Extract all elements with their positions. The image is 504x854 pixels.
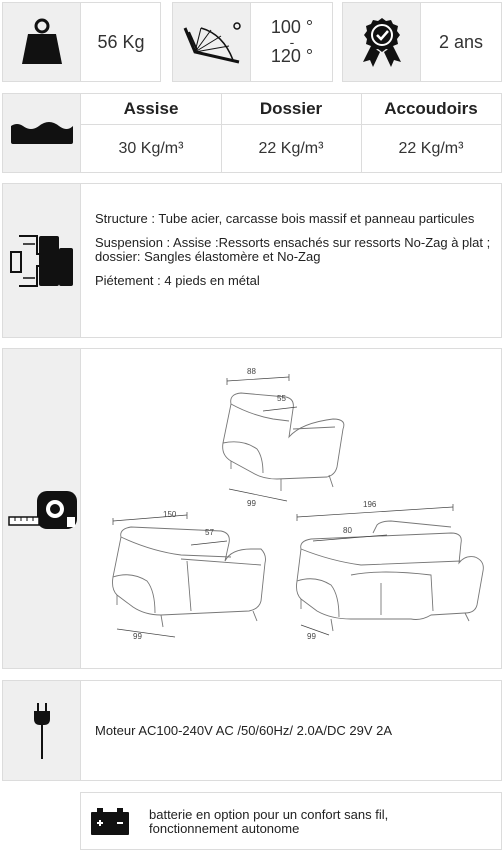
armchair-width-label: 88 xyxy=(247,367,256,376)
structure-frame-icon xyxy=(9,232,75,290)
sofa-2-seater-drawing xyxy=(113,527,266,627)
value-assise: 30 Kg/m³ xyxy=(118,139,184,157)
dimensions-drawing xyxy=(81,349,501,668)
warranty-value: 2 ans xyxy=(438,31,484,52)
header-assise: Assise xyxy=(123,99,179,118)
sofa-2-seat-depth-label: 57 xyxy=(205,528,214,537)
battery-icon xyxy=(90,806,130,836)
tape-measure-icon xyxy=(7,487,77,531)
weight-icon-cell xyxy=(3,3,81,81)
dimensions-box xyxy=(2,348,502,669)
value-dossier: 22 Kg/m³ xyxy=(258,139,324,157)
warranty-icon-cell xyxy=(343,3,421,81)
recline-box xyxy=(172,2,333,82)
density-table xyxy=(2,93,502,173)
battery-box xyxy=(80,792,502,850)
legs-line: Piétement : 4 pieds en métal xyxy=(95,273,260,288)
battery-text: batterie en option pour un confort sans fil, fonctionnement autonome xyxy=(149,807,389,836)
recline-max: 120 ° xyxy=(270,46,314,66)
sofa-3-seat-width-label: 80 xyxy=(343,526,352,535)
motor-icon-cell xyxy=(3,681,81,780)
sofa-3-seater-drawing xyxy=(297,521,484,631)
sofa-2-depth-label: 99 xyxy=(133,632,142,641)
sofa-3-depth-label: 99 xyxy=(307,632,316,641)
motor-text: Moteur AC100-240V AC /50/60Hz/ 2.0A/DC 29V 2A xyxy=(95,723,393,738)
motor-box xyxy=(2,680,502,781)
recline-value xyxy=(251,3,333,81)
structure-icon-cell xyxy=(3,184,81,337)
recline-min: 100 ° xyxy=(270,17,314,38)
warranty-badge-icon xyxy=(359,16,405,68)
structure-text xyxy=(95,212,495,298)
recline-angle-icon xyxy=(181,20,243,64)
power-plug-icon xyxy=(31,701,53,761)
weight-icon xyxy=(20,18,64,66)
armchair-depth-label: 99 xyxy=(247,499,256,508)
structure-line: Structure : Tube acier, carcasse bois massif et panneau particules xyxy=(95,211,475,226)
weight-box xyxy=(2,2,161,82)
dimensions-icon-cell xyxy=(3,349,81,668)
recline-separator: - xyxy=(289,34,295,50)
sofa-3-width-label: 196 xyxy=(363,500,377,509)
battery-icon-cell xyxy=(81,793,139,849)
structure-box xyxy=(2,183,502,338)
foam-density-icon xyxy=(9,120,75,146)
header-accoudoirs: Accoudoirs xyxy=(384,99,478,118)
recline-icon-cell xyxy=(173,3,251,81)
weight-value: 56 Kg xyxy=(97,31,145,52)
sofa-2-width-label: 150 xyxy=(163,510,177,519)
armchair-seat-depth-label: 55 xyxy=(277,394,286,403)
suspension-line: Suspension : Assise :Ressorts ensachés sur ressorts No-Zag à plat ; dossier: Sangles élastomère et No-Zag xyxy=(95,235,491,264)
density-icon-cell xyxy=(3,94,81,172)
header-dossier: Dossier xyxy=(259,99,323,118)
armchair-drawing xyxy=(223,393,344,491)
value-accoudoirs: 22 Kg/m³ xyxy=(398,139,464,157)
warranty-box xyxy=(342,2,502,82)
